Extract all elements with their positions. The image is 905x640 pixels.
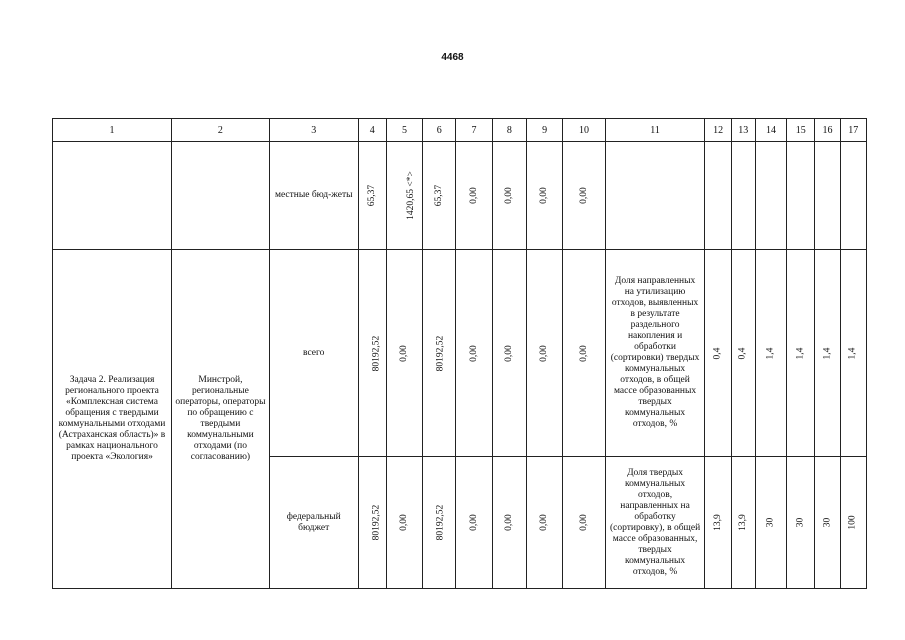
value-cell — [492, 457, 526, 589]
table-row-total — [53, 250, 867, 457]
value: 0,00 — [398, 514, 409, 531]
value: 80192,52 — [435, 335, 446, 371]
header-cell: 10 — [563, 119, 605, 142]
value: 0,4 — [737, 347, 748, 359]
empty-cell — [815, 142, 840, 250]
value: 0,00 — [539, 187, 550, 204]
value-cell — [755, 250, 786, 457]
value: 30 — [795, 517, 806, 528]
value-cell — [526, 250, 562, 457]
indicator-cell — [605, 457, 705, 589]
value-cell — [492, 250, 526, 457]
value-cell — [492, 142, 526, 250]
value-cell — [526, 142, 562, 250]
value-cell — [840, 250, 866, 457]
value: 65,37 — [433, 184, 444, 207]
indicator-text: Доля твердых коммунальных отходов, направленных на обработку (сортировку), в общей массе образованных, твердых коммунальных отходов, % — [609, 467, 701, 577]
value-cell — [840, 457, 866, 589]
header-cell: 4 — [358, 119, 386, 142]
empty-cell — [53, 142, 172, 250]
funding-source-cell — [269, 457, 358, 589]
value-cell — [386, 457, 422, 589]
value-cell — [815, 250, 840, 457]
header-cell: 9 — [526, 119, 562, 142]
value: 80192,52 — [370, 504, 381, 541]
value-cell — [526, 457, 562, 589]
value-cell — [705, 250, 731, 457]
value: 100 — [847, 515, 858, 530]
header-cell: 5 — [386, 119, 422, 142]
value: 1,4 — [847, 347, 858, 359]
value-cell — [358, 250, 386, 457]
value: 1,4 — [822, 347, 832, 359]
value-cell — [787, 250, 815, 457]
value: 0,00 — [578, 514, 589, 531]
value: 65,37 — [366, 184, 377, 207]
funding-source-cell — [269, 142, 358, 250]
value: 0,00 — [539, 514, 550, 531]
value: 80192,52 — [435, 504, 446, 541]
header-cell: 12 — [705, 119, 731, 142]
empty-cell — [787, 142, 815, 250]
empty-cell — [705, 142, 731, 250]
value-cell — [386, 142, 422, 250]
value: 0,00 — [503, 514, 514, 531]
funding-source: федеральный бюджет — [286, 511, 341, 533]
header-cell: 2 — [172, 119, 270, 142]
header-cell: 15 — [787, 119, 815, 142]
value: 1420,65 <*> — [405, 171, 416, 220]
header-cell: 14 — [755, 119, 786, 142]
value: 0,00 — [468, 514, 479, 531]
value-cell — [563, 250, 605, 457]
empty-cell — [605, 142, 705, 250]
value: 80192,52 — [370, 335, 381, 371]
table-row-local-budget — [53, 142, 867, 250]
value: 0,00 — [503, 344, 514, 362]
program-table — [52, 118, 867, 589]
page-number: 4468 — [441, 52, 464, 63]
indicator-cell — [605, 250, 705, 457]
header-cell: 6 — [423, 119, 456, 142]
funding-source-cell — [269, 250, 358, 457]
value-cell — [423, 142, 456, 250]
header-cell: 16 — [815, 119, 840, 142]
value-cell — [423, 457, 456, 589]
empty-cell — [172, 142, 270, 250]
value: 0,00 — [578, 344, 589, 362]
value-cell — [423, 250, 456, 457]
value-cell — [787, 457, 815, 589]
value-cell — [456, 142, 492, 250]
funding-source: всего — [303, 347, 325, 358]
empty-cell — [755, 142, 786, 250]
value-cell — [563, 457, 605, 589]
value-cell — [563, 142, 605, 250]
value: 13,9 — [712, 514, 723, 531]
executor-text: Минстрой, региональные операторы, операторы по обращению с твердыми коммунальными отходами (по согласованию) — [175, 375, 266, 462]
value-cell — [731, 250, 755, 457]
value: 0,00 — [468, 187, 479, 204]
value: 13,9 — [737, 514, 748, 531]
value: 30 — [822, 517, 832, 528]
value-cell — [815, 457, 840, 589]
executor-cell — [172, 250, 270, 589]
header-cell: 11 — [605, 119, 705, 142]
value-cell — [731, 457, 755, 589]
value: 0,00 — [578, 187, 589, 204]
task-text: Задача 2. Реализация регионального проекта «Комплексная система обращения с твердыми коммунальными отходами (Астраханская область)» в рамках национального проекта «Экология» — [58, 375, 166, 462]
value-cell — [755, 457, 786, 589]
task-cell — [53, 250, 172, 589]
value: 30 — [765, 517, 776, 528]
empty-cell — [731, 142, 755, 250]
value: 0,4 — [712, 347, 723, 359]
value-cell — [456, 457, 492, 589]
value: 0,00 — [468, 344, 479, 362]
value-cell — [358, 457, 386, 589]
header-cell: 17 — [840, 119, 866, 142]
header-cell: 13 — [731, 119, 755, 142]
value-cell — [358, 142, 386, 250]
indicator-text: Доля направленных на утилизацию отходов, выявленных в результате раздельного накопления и обработки (сортировки) твердых коммунальных отходов, в общей массе образованных твердых коммунальных отходов, % — [610, 276, 700, 429]
value-cell — [386, 250, 422, 457]
value: 0,00 — [398, 344, 409, 362]
value-cell — [705, 457, 731, 589]
header-cell: 7 — [456, 119, 492, 142]
empty-cell — [840, 142, 866, 250]
value: 1,4 — [795, 347, 806, 359]
value: 1,4 — [765, 347, 776, 359]
value-cell — [456, 250, 492, 457]
value: 0,00 — [503, 187, 514, 204]
funding-source: местные бюд-жеты — [274, 190, 353, 200]
header-cell: 8 — [492, 119, 526, 142]
header-cell: 1 — [53, 119, 172, 142]
header-cell: 3 — [269, 119, 358, 142]
value: 0,00 — [539, 344, 550, 362]
header-row — [53, 119, 867, 142]
